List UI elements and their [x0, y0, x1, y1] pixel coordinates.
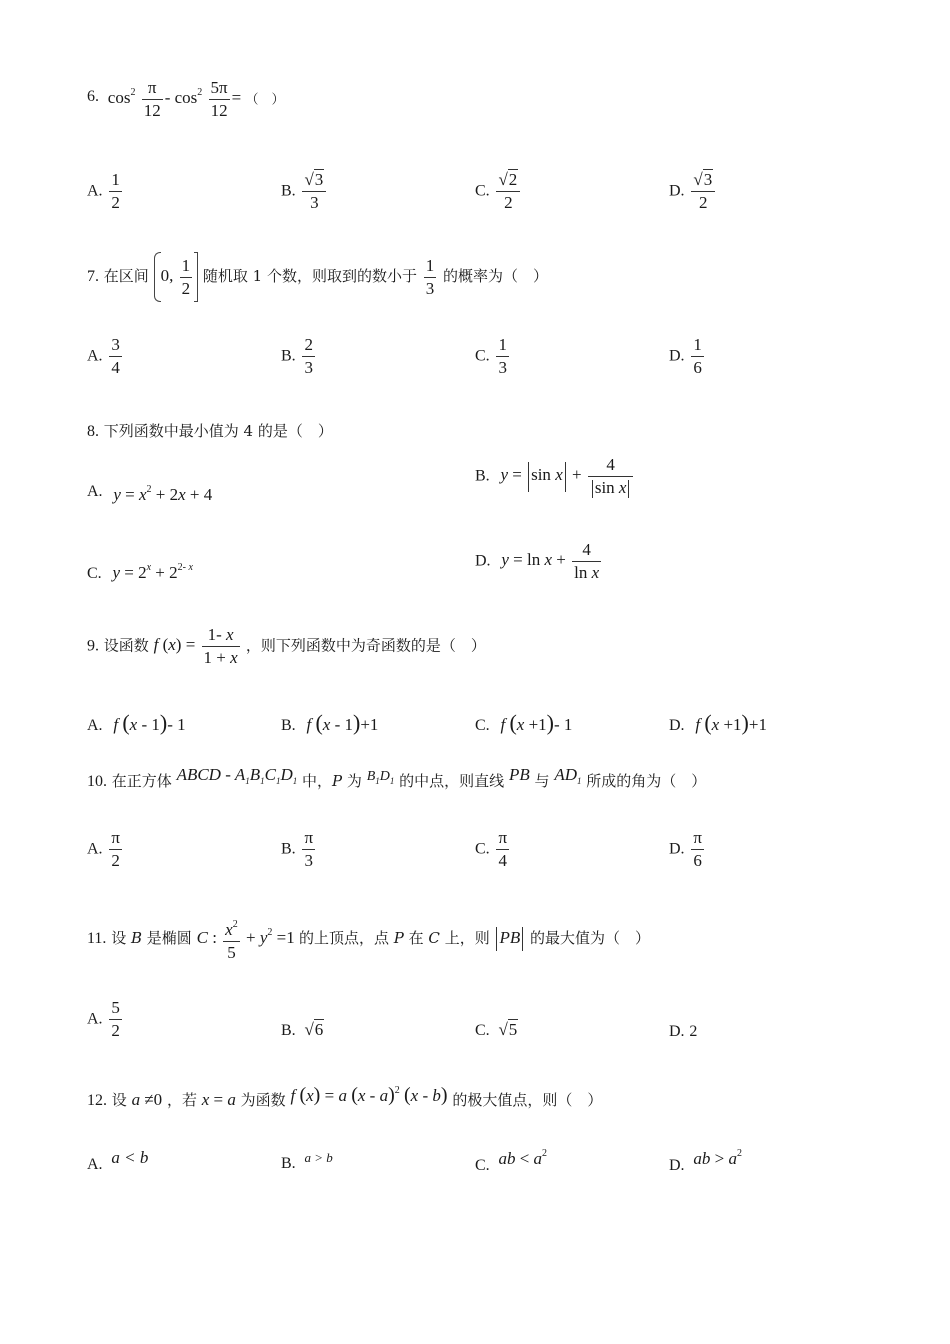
option-label: A.: [87, 1010, 103, 1028]
q10-option-a[interactable]: A. $\frac{\pi}{2}$: [87, 828, 120, 870]
q11-option-c[interactable]: [475, 1020, 518, 1040]
question-number: 8.: [87, 423, 99, 440]
question-text: 的上顶点，点: [298, 928, 389, 947]
q11-option-b[interactable]: [281, 1020, 324, 1040]
fraction-denominator: 6: [693, 358, 702, 377]
option-label: B.: [281, 1022, 296, 1039]
question-7: 7. 在区间 0, $\frac{1}{2}$ 随机取 1 个数，则取到的数小于 $\frac{1}{3}$ 的概率为（ ）: [87, 252, 548, 302]
math-expression: f (x) = $\frac{1- x}{1 + x}$: [153, 625, 238, 667]
question-text: 设: [111, 928, 127, 947]
math-expression: √5: [498, 1020, 518, 1039]
question-text: B: [130, 928, 143, 947]
option-label: D.: [475, 552, 491, 570]
question-6: [87, 78, 284, 121]
q9-option-a[interactable]: [87, 710, 186, 736]
math-expression: ABCD - $A_1B_1C_1D_1$: [176, 765, 298, 786]
question-number: 10.: [87, 773, 107, 790]
question-text: 为: [346, 772, 362, 790]
math-expression: f (x) = a (x - a)$^2$ (x - b): [290, 1084, 448, 1106]
question-text: 上，则: [444, 928, 490, 947]
q7-option-d[interactable]: [669, 335, 706, 378]
question-text: 设: [111, 1091, 127, 1109]
q12-option-c[interactable]: [475, 1148, 548, 1174]
q8-option-c[interactable]: [87, 562, 193, 583]
question-9: [87, 625, 486, 668]
q9-option-b[interactable]: [281, 710, 378, 736]
question-text: 为函数: [240, 1091, 286, 1109]
question-text: 的最大值为（ ）: [530, 928, 651, 947]
option-label: D.: [669, 347, 685, 365]
question-number: 6.: [87, 88, 99, 106]
fraction-denominator: 3: [498, 358, 507, 377]
question-number: 11.: [87, 929, 107, 947]
math-expression: f (x +1)- 1: [500, 710, 573, 735]
question-12: [87, 1084, 603, 1111]
option-label: C.: [475, 717, 490, 734]
option-label: A.: [87, 717, 103, 734]
fraction-denominator: 2: [504, 193, 513, 212]
question-11: [87, 915, 650, 963]
fraction-numerator: 2: [302, 335, 315, 357]
fraction-numerator: 1: [496, 335, 509, 357]
option-label: C.: [475, 347, 490, 365]
math-expression: PB: [508, 765, 530, 784]
fraction-denominator: 4: [498, 851, 507, 870]
option-label: C.: [475, 1157, 490, 1174]
math-expression: $y = 2^x + 2^{2- x}$: [112, 562, 193, 582]
option-label: B.: [475, 467, 490, 485]
fraction-denominator: 3: [304, 358, 313, 377]
question-number: 7.: [87, 268, 99, 285]
math-expression: a ≠0: [131, 1090, 163, 1109]
math-expression: √6: [304, 1020, 324, 1039]
math-expression: $AD_1$: [554, 765, 582, 786]
fraction-denominator: 2: [111, 851, 120, 870]
question-text: ，则下列函数中为奇函数的是（ ）: [245, 636, 486, 655]
question-text: 下列函数中最小值为 4 的是（ ）: [103, 422, 333, 440]
answer-paren: （ ）: [245, 92, 285, 108]
fraction-numerator: 2: [508, 170, 518, 189]
math-expression: x = a: [201, 1090, 236, 1109]
math-expression: PB: [494, 928, 525, 947]
fraction-denominator: 3: [304, 851, 313, 870]
q10-option-b[interactable]: B. $\frac{\pi}{3}$: [281, 828, 314, 870]
question-8: [87, 420, 333, 441]
math-expression: $y = x^2 + 2x + 4$: [113, 484, 213, 504]
option-label: C.: [87, 565, 102, 582]
q7-option-c[interactable]: [475, 335, 511, 378]
question-text: P: [393, 928, 404, 947]
q9-option-d[interactable]: [669, 710, 767, 736]
fraction-denominator: 6: [693, 851, 702, 870]
option-label: A.: [87, 1156, 103, 1173]
math-expression: a < b: [111, 1148, 149, 1167]
fraction-numerator: 1: [691, 335, 704, 357]
question-10: [87, 765, 707, 792]
question-text: 的概率为（ ）: [443, 267, 549, 285]
question-text: 与: [534, 772, 550, 790]
q6-option-a[interactable]: [87, 170, 124, 213]
fraction-numerator: 3: [109, 335, 122, 357]
question-text: 的中点，则直线: [399, 772, 505, 790]
q7-option-a[interactable]: [87, 335, 124, 378]
fraction-denominator: 3: [310, 193, 319, 212]
question-number: 12.: [87, 1092, 107, 1109]
fraction-denominator: 2: [111, 193, 120, 212]
q6-option-d[interactable]: D. $\frac{√3}{2}$: [669, 170, 717, 213]
question-text: 是椭圆: [146, 928, 192, 947]
q6-option-c[interactable]: C. $\frac{√2}{2}$: [475, 170, 522, 213]
q11-option-a[interactable]: A. $\frac{5}{2}$: [87, 998, 120, 1040]
question-text: 设函数: [103, 636, 149, 655]
math-expression: $B_1D_1$: [366, 769, 395, 786]
option-label: D.: [669, 717, 685, 734]
q7-option-b[interactable]: [281, 335, 317, 378]
option-label: B.: [281, 347, 296, 365]
question-text: 所成的角为（ ）: [586, 772, 707, 790]
q8-option-b[interactable]: [475, 455, 635, 498]
fraction-numerator: 3: [703, 170, 713, 189]
question-text: P: [332, 772, 343, 790]
q12-option-b[interactable]: [281, 1148, 333, 1172]
math-expression: $\cos^2$ $\frac{\pi}{12}$ - $\cos^2$ $\frac{5\pi}{12}$ =: [107, 78, 246, 120]
question-text: 在区间: [103, 267, 149, 285]
question-text: 随机取 1 个数，则取到的数小于: [202, 267, 417, 285]
math-expression: f (x - 1)+1: [306, 710, 379, 735]
q8-option-d[interactable]: [475, 540, 603, 583]
math-expression: C : $\frac{x^2}{5}$ + $y^2 =1$: [197, 928, 299, 947]
question-text: 中，: [302, 772, 333, 790]
q9-option-c[interactable]: [475, 710, 572, 736]
option-label: A.: [87, 840, 103, 858]
option-label: D.: [669, 182, 685, 200]
question-text: C: [428, 928, 440, 947]
option-label: A.: [87, 182, 103, 200]
option-label: D.: [669, 840, 685, 858]
q6-option-b[interactable]: B. $\frac{√3}{3}$: [281, 170, 328, 213]
q8-option-a[interactable]: [87, 480, 213, 504]
option-label: C.: [475, 182, 490, 200]
fraction-denominator: 2: [699, 193, 708, 212]
math-expression: ab > $a^2$: [693, 1148, 742, 1168]
q10-option-c[interactable]: C. $\frac{\pi}{4}$: [475, 828, 508, 870]
math-expression: a > b: [304, 1150, 333, 1165]
option-label: A.: [87, 483, 103, 500]
q10-option-d[interactable]: D. $\frac{\pi}{6}$: [669, 828, 702, 870]
option-label: B.: [281, 840, 296, 858]
fraction-numerator: 1: [109, 170, 122, 192]
option-label: B.: [281, 717, 296, 734]
math-expression: f (x +1)+1: [695, 710, 767, 735]
math-expression: y = ln x + $\frac{4}{\text{ln x}}$: [501, 540, 600, 582]
question-text: 在: [408, 928, 424, 947]
option-label: C.: [475, 1022, 490, 1039]
option-label: D.: [669, 1023, 685, 1040]
option-label: C.: [475, 840, 490, 858]
question-text: 的极大值点，则（ ）: [452, 1091, 603, 1109]
q11-option-d[interactable]: [669, 1022, 697, 1041]
option-label: A.: [87, 347, 103, 365]
fraction-numerator: 3: [314, 170, 324, 189]
question-text: 在正方体: [111, 772, 172, 790]
math-expression: y = sin x + $\frac{4}{\text{sin x}}$: [500, 465, 635, 484]
math-expression: ab < $a^2$: [498, 1148, 548, 1168]
q12-option-a[interactable]: [87, 1148, 149, 1173]
option-label: B.: [281, 1155, 296, 1172]
question-text: ，若: [166, 1091, 197, 1109]
fraction-denominator: 4: [111, 358, 120, 377]
math-expression: f (x - 1)- 1: [113, 710, 186, 735]
option-label: D.: [669, 1157, 685, 1174]
option-value: 2: [689, 1023, 698, 1040]
q12-option-d[interactable]: [669, 1148, 742, 1174]
question-number: 9.: [87, 637, 99, 655]
option-label: B.: [281, 182, 296, 200]
